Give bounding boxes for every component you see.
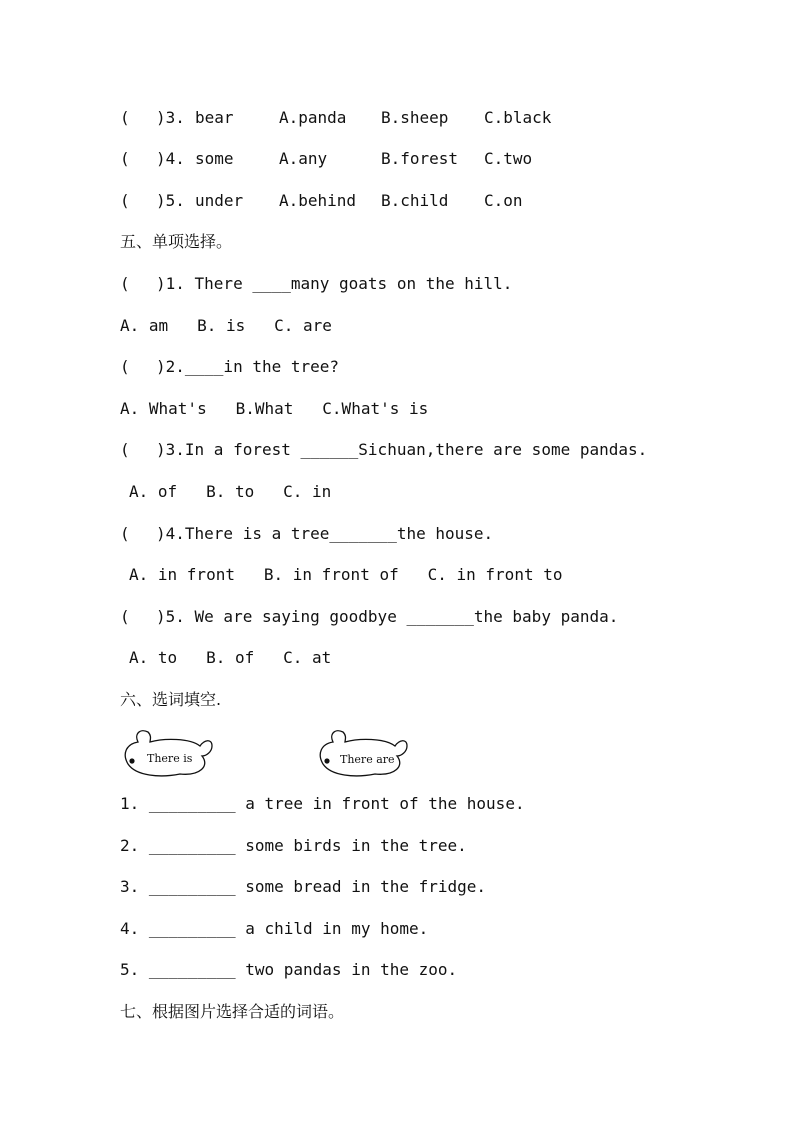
option-b: B.sheep <box>381 108 449 127</box>
bubble-label: There are <box>340 753 395 766</box>
question-text: )5. We are saying goodbye _______the baby panda. <box>156 607 619 626</box>
question-options: A. of B. to C. in <box>129 482 332 501</box>
option-c: C.black <box>484 108 552 127</box>
section-heading: 七、根据图片选择合适的词语。 <box>120 1002 345 1021</box>
option-a: A.any <box>279 149 328 168</box>
answer-paren[interactable]: ( <box>120 191 130 210</box>
option-b: B.child <box>381 191 449 210</box>
answer-paren[interactable]: ( <box>120 274 130 293</box>
fill-blank-item: 4. _________ a child in my home. <box>120 919 429 938</box>
option-c: C.two <box>484 149 533 168</box>
option-c: C.on <box>484 191 523 210</box>
question-number: )5. <box>156 191 185 210</box>
question-options: A. am B. is C. are <box>120 316 332 335</box>
question-text: )3.In a forest ______Sichuan,there are some pandas. <box>156 440 648 459</box>
fill-blank-item: 3. _________ some bread in the fridge. <box>120 877 487 896</box>
question-number: )3. <box>156 108 185 127</box>
option-b: B.forest <box>381 149 459 168</box>
word: some <box>195 149 234 168</box>
answer-paren[interactable]: ( <box>120 607 130 626</box>
bubble-label: There is <box>147 752 193 765</box>
answer-paren[interactable]: ( <box>120 108 130 127</box>
fill-blank-item: 1. _________ a tree in front of the house. <box>120 794 525 813</box>
section-heading: 五、单项选择。 <box>120 232 233 251</box>
word: bear <box>195 108 234 127</box>
word-bubble-there-are <box>315 724 411 778</box>
bunny-bubble-icon <box>120 724 216 778</box>
answer-paren[interactable]: ( <box>120 357 130 376</box>
word: under <box>195 191 244 210</box>
question-number: )4. <box>156 149 185 168</box>
question-options: A. to B. of C. at <box>129 648 332 667</box>
question-options: A. in front B. in front of C. in front to <box>129 565 563 584</box>
word-bubble-there-is <box>120 724 216 778</box>
answer-paren[interactable]: ( <box>120 149 130 168</box>
question-text: )4.There is a tree_______the house. <box>156 524 494 543</box>
bunny-bubble-icon <box>315 724 411 778</box>
question-text: )1. There ____many goats on the hill. <box>156 274 513 293</box>
answer-paren[interactable]: ( <box>120 440 130 459</box>
question-options: A. What's B.What C.What's is <box>120 399 429 418</box>
section-heading: 六、选词填空. <box>120 690 222 709</box>
question-text: )2.____in the tree? <box>156 357 340 376</box>
option-a: A.panda <box>279 108 347 127</box>
fill-blank-item: 5. _________ two pandas in the zoo. <box>120 960 458 979</box>
answer-paren[interactable]: ( <box>120 524 130 543</box>
option-a: A.behind <box>279 191 357 210</box>
fill-blank-item: 2. _________ some birds in the tree. <box>120 836 467 855</box>
